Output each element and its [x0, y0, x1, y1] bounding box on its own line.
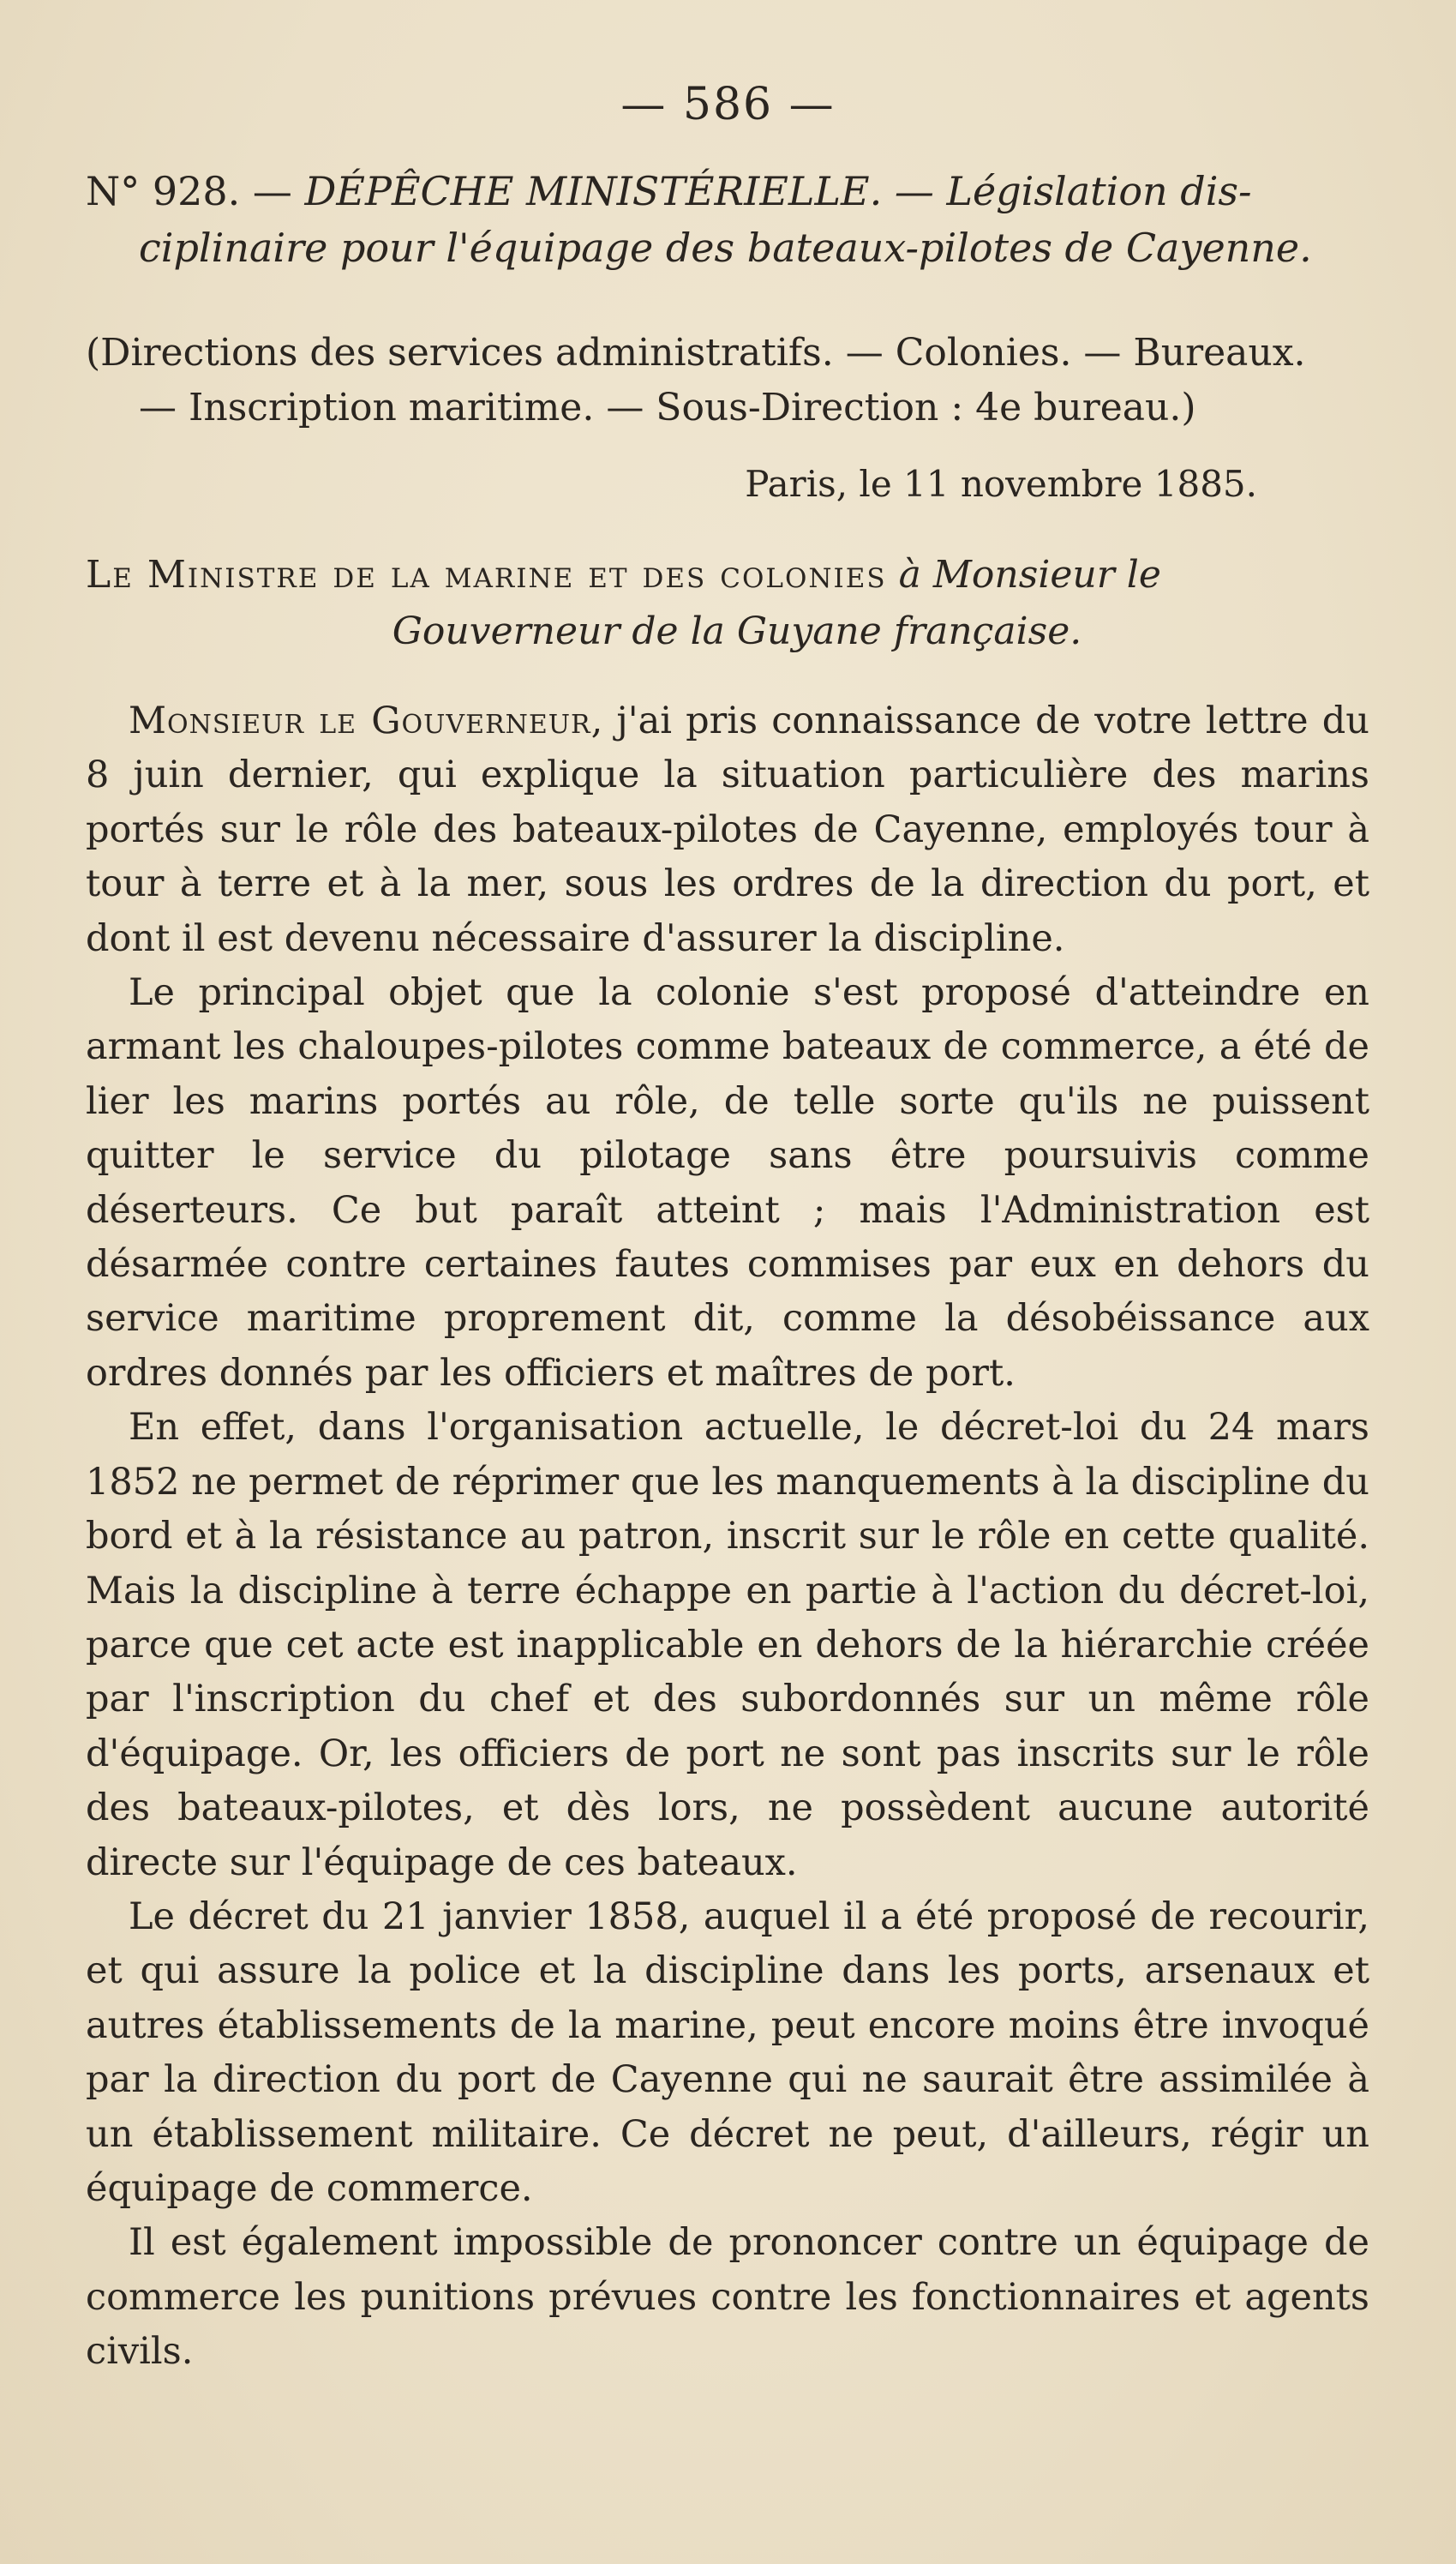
paragraph-4: Le décret du 21 janvier 1858, auquel il a été proposé de recourir, et qui assure la police et la discipline dans les ports, arsenaux et autres établissements de la marine, peut encore moins être invoqué par la direction du port de Cayenne qui ne saurait être assimilée à un établissement militaire. Ce décret ne peut, d'ailleurs, régir un équipage de commerce.: [86, 1894, 1369, 2210]
dispatch-number: N° 928. —: [86, 168, 305, 214]
subheading-line-2: — Inscription maritime. — Sous-Direction : 4e bureau.): [139, 386, 1196, 429]
subheading-line-1: (Directions des services administratifs. — Colonies. — Bureaux.: [86, 331, 1306, 375]
paragraph-5: Il est également impossible de prononcer contre un équipage de commerce les punitions prévues contre les fonctionnaires et agents civils.: [86, 2221, 1369, 2374]
sender: Le Ministre de la marine et des colonies: [86, 553, 887, 597]
paragraph-1: [86, 694, 1369, 966]
directions-subheading: [86, 326, 1380, 435]
paragraph-3: En effet, dans l'organisation actuelle, le décret-loi du 24 mars 1852 ne permet de réprimer que les manquements à la discipline du bord et à la résistance au patron, inscrit sur le rôle en cette qualité. Mais la discipline à terre échappe en partie à l'action du décret-loi, parce que cet acte est inapplicable en dehors de la hiérarchie créée par l'inscription du chef et des subordonnés sur un même rôle d'équipage. Or, les officiers de port ne sont pas inscrits sur le rôle des bateaux-pilotes, et dès lors, ne possèdent aucune autorité directe sur l'équipage de ces bateaux.: [86, 1406, 1369, 1884]
letter-body: [86, 694, 1369, 2380]
address-block: [86, 547, 1371, 660]
paragraph-1-text: , j'ai pris connaissance de votre lettre du 8 juin dernier, qui explique la situation particulière des marins portés sur le rôle des bateaux-pilotes de Cayenne, employés tour à tour à terre et à la mer, sous les ordres de la direction du port, et dont il est devenu nécessaire d'assurer la discipline.: [86, 700, 1369, 960]
dispatch-subject-part1: . — Législation dis-: [869, 168, 1252, 214]
address-connector: à Monsieur le: [886, 553, 1161, 597]
paragraph-2: Le principal objet que la colonie s'est proposé d'atteindre en armant les chaloupes-pilotes comme bateaux de commerce, a été de lier les marins portés au rôle, de telle sorte qu'ils ne puissent quitter le service du pilotage sans être poursuivis comme déserteurs. Ce but paraît atteint ; mais l'Administration est désarmée contre certaines fautes commises par eux en dehors du service maritime proprement dit, comme la désobéissance aux ordres donnés par les officiers et maîtres de port.: [86, 971, 1369, 1395]
document-heading: [86, 163, 1371, 276]
dispatch-subject-part2: ciplinaire pour l'équipage des bateaux-pilotes de Cayenne.: [139, 225, 1312, 271]
recipient: Gouverneur de la Guyane française.: [392, 609, 1082, 653]
salutation: Monsieur le Gouverneur: [129, 700, 591, 742]
dateline: Paris, le 11 novembre 1885.: [745, 463, 1257, 505]
page-number: — 586 —: [620, 79, 836, 130]
dispatch-title: DÉPÊCHE MINISTÉRIELLE: [304, 168, 870, 214]
